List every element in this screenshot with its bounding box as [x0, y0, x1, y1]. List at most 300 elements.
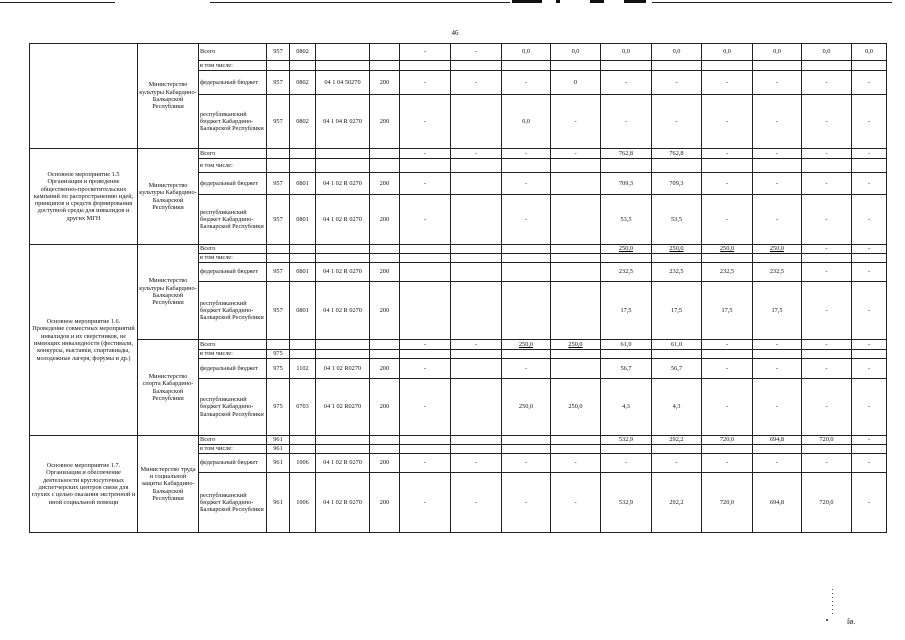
value-cell: - [753, 71, 802, 95]
value-cell: 720,0 [802, 436, 852, 445]
csr-code-cell: 04 1 02 R 0270 [316, 282, 370, 340]
responsible-executor-cell: Министерство культуры Кабардино-Балкарской Республики [138, 44, 199, 149]
value-cell [502, 445, 551, 454]
value-cell: - [451, 149, 502, 159]
grbs-code-cell [267, 149, 290, 159]
value-cell [852, 254, 887, 263]
value-cell [753, 61, 802, 71]
value-cell: - [802, 95, 852, 149]
value-cell: - [601, 71, 652, 95]
scan-top-line [210, 2, 510, 3]
csr-code-cell [316, 159, 370, 173]
value-cell: 720,0 [702, 473, 753, 533]
value-cell: - [400, 195, 451, 245]
vr-code-cell [370, 44, 400, 61]
value-cell: - [400, 340, 451, 350]
value-cell: 17,5 [652, 282, 702, 340]
value-cell [852, 445, 887, 454]
value-cell: - [802, 173, 852, 195]
value-cell: - [652, 95, 702, 149]
value-cell [702, 445, 753, 454]
grbs-code-cell: 975 [267, 359, 290, 379]
value-cell: 694,8 [753, 436, 802, 445]
value-cell: - [852, 282, 887, 340]
value-cell [652, 61, 702, 71]
value-cell [601, 445, 652, 454]
value-cell [702, 350, 753, 359]
value-cell: 61,0 [652, 340, 702, 350]
value-cell [601, 61, 652, 71]
value-cell [551, 245, 601, 254]
value-cell [502, 350, 551, 359]
csr-code-cell: 04 1 02 R0270 [316, 379, 370, 436]
value-cell: - [753, 195, 802, 245]
value-cell: - [400, 359, 451, 379]
value-cell: 0,0 [601, 44, 652, 61]
rzpr-code-cell [290, 350, 316, 359]
value-cell: 709,3 [652, 173, 702, 195]
value-cell [652, 445, 702, 454]
value-cell: 56,7 [601, 359, 652, 379]
value-cell: - [601, 95, 652, 149]
value-cell: - [551, 473, 601, 533]
value-cell: - [702, 95, 753, 149]
grbs-code-cell: 961 [267, 436, 290, 445]
rzpr-code-cell [290, 254, 316, 263]
csr-code-cell: 04 1 02 R0270 [316, 359, 370, 379]
value-cell [451, 350, 502, 359]
value-cell [652, 350, 702, 359]
value-cell: - [702, 379, 753, 436]
value-cell: - [852, 436, 887, 445]
value-cell: - [702, 359, 753, 379]
value-cell [551, 350, 601, 359]
value-cell: 532,9 [601, 436, 652, 445]
value-cell [502, 254, 551, 263]
vr-code-cell: 200 [370, 454, 400, 473]
vr-code-cell [370, 61, 400, 71]
value-cell [400, 159, 451, 173]
value-cell: 17,5 [702, 282, 753, 340]
value-cell [652, 254, 702, 263]
csr-code-cell [316, 445, 370, 454]
responsible-executor-cell: Министерство спорта Кабардино-Балкарской Республики [138, 340, 199, 436]
table-row [30, 149, 887, 159]
value-cell: - [451, 473, 502, 533]
value-cell: 762,8 [652, 149, 702, 159]
value-cell [852, 350, 887, 359]
rzpr-code-cell: 0802 [290, 71, 316, 95]
csr-code-cell: 04 1 02 R 0270 [316, 454, 370, 473]
value-cell: 292,2 [652, 436, 702, 445]
funding-source-cell: в том числе: [199, 254, 267, 263]
scan-top-mark [556, 0, 560, 3]
value-cell: 0,0 [502, 44, 551, 61]
value-cell [753, 159, 802, 173]
value-cell [551, 445, 601, 454]
value-cell [400, 263, 451, 282]
grbs-code-cell: 957 [267, 195, 290, 245]
value-cell: - [753, 340, 802, 350]
value-cell: - [551, 95, 601, 149]
value-cell: - [400, 454, 451, 473]
value-cell: - [702, 195, 753, 245]
value-cell: - [502, 149, 551, 159]
value-cell: - [753, 359, 802, 379]
value-cell: - [652, 454, 702, 473]
value-cell: - [502, 473, 551, 533]
value-cell: - [400, 95, 451, 149]
grbs-code-cell [267, 159, 290, 173]
funding-source-cell: Всего [199, 245, 267, 254]
value-cell [852, 159, 887, 173]
vr-code-cell: 200 [370, 173, 400, 195]
value-cell [451, 254, 502, 263]
value-cell [451, 245, 502, 254]
value-cell: 53,5 [652, 195, 702, 245]
value-cell: - [802, 454, 852, 473]
value-cell [753, 350, 802, 359]
measure-name-cell [30, 44, 138, 149]
value-cell: - [400, 44, 451, 61]
value-cell: - [702, 149, 753, 159]
csr-code-cell: 04 1 04 R 0270 [316, 95, 370, 149]
measure-name-cell: Основное мероприятие 1.7. Организация и обеспечение деятельности круглосуточных диспетчерских центров связи для глухих с целью оказания экстренной и иной социальной помощи [30, 436, 138, 533]
grbs-code-cell: 961 [267, 473, 290, 533]
rzpr-code-cell: 1006 [290, 473, 316, 533]
value-cell: - [852, 173, 887, 195]
value-cell: 250,0 [551, 340, 601, 350]
grbs-code-cell: 957 [267, 263, 290, 282]
value-cell: 4,3 [652, 379, 702, 436]
csr-code-cell: 04 1 02 R 0270 [316, 473, 370, 533]
scan-top-line [652, 2, 892, 3]
value-cell [551, 282, 601, 340]
value-cell: - [601, 454, 652, 473]
value-cell: - [802, 282, 852, 340]
value-cell: - [551, 149, 601, 159]
value-cell: - [852, 195, 887, 245]
value-cell: - [702, 71, 753, 95]
value-cell: - [753, 149, 802, 159]
rzpr-code-cell [290, 61, 316, 71]
value-cell: 17,5 [601, 282, 652, 340]
funding-source-cell: республиканский бюджет Кабардино-Балкарской Республики [199, 95, 267, 149]
value-cell: - [852, 473, 887, 533]
vr-code-cell: 200 [370, 359, 400, 379]
value-cell: 17,5 [753, 282, 802, 340]
vr-code-cell: 200 [370, 379, 400, 436]
value-cell: - [852, 245, 887, 254]
funding-source-cell: республиканский бюджет Кабардино-Балкарской Республики [199, 379, 267, 436]
value-cell [601, 350, 652, 359]
rzpr-code-cell: 1006 [290, 454, 316, 473]
value-cell: - [502, 173, 551, 195]
csr-code-cell: 04 1 02 R 0270 [316, 173, 370, 195]
value-cell [601, 159, 652, 173]
rzpr-code-cell [290, 149, 316, 159]
value-cell [400, 282, 451, 340]
value-cell [802, 445, 852, 454]
scan-top-mark [512, 0, 542, 3]
value-cell [551, 436, 601, 445]
funding-source-cell: Всего [199, 44, 267, 61]
value-cell: - [802, 263, 852, 282]
value-cell [652, 159, 702, 173]
value-cell: - [753, 173, 802, 195]
value-cell: - [852, 379, 887, 436]
value-cell: - [451, 44, 502, 61]
value-cell: 720,0 [702, 436, 753, 445]
funding-source-cell: Всего [199, 436, 267, 445]
value-cell [400, 445, 451, 454]
funding-source-cell: республиканский бюджет Кабардино-Балкарской Республики [199, 473, 267, 533]
grbs-code-cell [267, 340, 290, 350]
value-cell [753, 254, 802, 263]
budget-table [29, 43, 887, 533]
funding-source-cell: в том числе: [199, 445, 267, 454]
scan-top-line [0, 2, 115, 3]
value-cell [451, 263, 502, 282]
measure-name-cell: Основное мероприятие 1.5 Организация и проведение общественно-просветительских кампаний по распространению идей, принципов и средств формирования доступной среды для инвалидов и других МГН [30, 149, 138, 245]
value-cell [551, 254, 601, 263]
value-cell: 250,0 [753, 245, 802, 254]
value-cell [702, 159, 753, 173]
csr-code-cell [316, 61, 370, 71]
value-cell: - [753, 95, 802, 149]
funding-source-cell: в том числе: [199, 350, 267, 359]
vr-code-cell [370, 340, 400, 350]
value-cell [451, 282, 502, 340]
value-cell: 250,0 [702, 245, 753, 254]
value-cell [451, 159, 502, 173]
value-cell: 720,0 [802, 473, 852, 533]
value-cell: - [702, 454, 753, 473]
value-cell [551, 359, 601, 379]
responsible-executor-cell: Министерство культуры Кабардино-Балкарской Республики [138, 245, 199, 340]
value-cell: - [802, 379, 852, 436]
value-cell [852, 61, 887, 71]
value-cell: - [852, 359, 887, 379]
csr-code-cell [316, 44, 370, 61]
value-cell: 0 [551, 71, 601, 95]
value-cell [753, 445, 802, 454]
value-cell: - [852, 454, 887, 473]
value-cell [502, 245, 551, 254]
value-cell [451, 359, 502, 379]
value-cell: - [852, 149, 887, 159]
grbs-code-cell: 957 [267, 44, 290, 61]
value-cell [502, 436, 551, 445]
grbs-code-cell [267, 254, 290, 263]
csr-code-cell: 04 1 02 R 0270 [316, 263, 370, 282]
csr-code-cell: 04 1 02 R 0270 [316, 195, 370, 245]
csr-code-cell [316, 254, 370, 263]
grbs-code-cell: 961 [267, 454, 290, 473]
value-cell [502, 282, 551, 340]
csr-code-cell [316, 350, 370, 359]
value-cell: 61,0 [601, 340, 652, 350]
table-row [30, 340, 887, 350]
value-cell [451, 445, 502, 454]
value-cell: - [502, 454, 551, 473]
value-cell [702, 61, 753, 71]
rzpr-code-cell: 1102 [290, 359, 316, 379]
value-cell: 250,0 [502, 379, 551, 436]
value-cell: - [802, 245, 852, 254]
vr-code-cell: 200 [370, 282, 400, 340]
funding-source-cell: в том числе: [199, 159, 267, 173]
value-cell: - [802, 195, 852, 245]
value-cell: - [400, 379, 451, 436]
responsible-executor-cell: Министерство культуры Кабардино-Балкарской Республики [138, 149, 199, 245]
grbs-code-cell: 957 [267, 173, 290, 195]
value-cell [601, 254, 652, 263]
vr-code-cell [370, 245, 400, 254]
value-cell: 694,8 [753, 473, 802, 533]
value-cell: 250,0 [601, 245, 652, 254]
value-cell [802, 61, 852, 71]
value-cell: 53,5 [601, 195, 652, 245]
value-cell [802, 254, 852, 263]
funding-source-cell: республиканский бюджет Кабардино-Балкарской Республики [199, 195, 267, 245]
rzpr-code-cell: 0801 [290, 195, 316, 245]
table-row [30, 436, 887, 445]
value-cell [451, 173, 502, 195]
value-cell: - [802, 149, 852, 159]
value-cell [551, 61, 601, 71]
value-cell [400, 436, 451, 445]
vr-code-cell [370, 254, 400, 263]
value-cell [502, 263, 551, 282]
value-cell [551, 263, 601, 282]
value-cell: 232,5 [702, 263, 753, 282]
value-cell: 532,9 [601, 473, 652, 533]
grbs-code-cell: 957 [267, 71, 290, 95]
value-cell: - [400, 473, 451, 533]
value-cell [451, 195, 502, 245]
funding-source-cell: Всего [199, 149, 267, 159]
value-cell: - [502, 359, 551, 379]
value-cell: - [852, 95, 887, 149]
value-cell: - [702, 173, 753, 195]
value-cell: - [400, 149, 451, 159]
value-cell: 250,0 [551, 379, 601, 436]
value-cell: - [753, 379, 802, 436]
value-cell: 232,5 [601, 263, 652, 282]
value-cell [451, 95, 502, 149]
value-cell: - [852, 263, 887, 282]
vr-code-cell [370, 445, 400, 454]
vr-code-cell [370, 436, 400, 445]
value-cell [451, 379, 502, 436]
value-cell: 292,2 [652, 473, 702, 533]
grbs-code-cell [267, 61, 290, 71]
value-cell: 0,0 [802, 44, 852, 61]
value-cell [502, 61, 551, 71]
value-cell [400, 61, 451, 71]
value-cell: - [451, 340, 502, 350]
csr-code-cell [316, 149, 370, 159]
csr-code-cell: 04 1 04 50270 [316, 71, 370, 95]
value-cell: 0,0 [852, 44, 887, 61]
value-cell: 0,0 [753, 44, 802, 61]
value-cell: - [802, 359, 852, 379]
value-cell [802, 350, 852, 359]
value-cell: - [400, 173, 451, 195]
rzpr-code-cell [290, 340, 316, 350]
grbs-code-cell: 975 [267, 350, 290, 359]
scan-speckles [831, 586, 835, 626]
value-cell: - [451, 71, 502, 95]
value-cell [551, 159, 601, 173]
value-cell [451, 61, 502, 71]
rzpr-code-cell: 0802 [290, 95, 316, 149]
scan-dot [826, 619, 828, 621]
table-row [30, 44, 887, 61]
vr-code-cell: 200 [370, 473, 400, 533]
value-cell: 0,0 [551, 44, 601, 61]
vr-code-cell: 200 [370, 95, 400, 149]
rzpr-code-cell: 0703 [290, 379, 316, 436]
value-cell: 762,8 [601, 149, 652, 159]
grbs-code-cell: 961 [267, 445, 290, 454]
value-cell: 0,0 [502, 95, 551, 149]
value-cell [400, 245, 451, 254]
corner-mark: ſø. [847, 617, 856, 626]
rzpr-code-cell [290, 436, 316, 445]
csr-code-cell [316, 340, 370, 350]
value-cell: 56,7 [652, 359, 702, 379]
funding-source-cell: федеральный бюджет [199, 359, 267, 379]
rzpr-code-cell: 0802 [290, 44, 316, 61]
grbs-code-cell: 957 [267, 282, 290, 340]
value-cell: - [753, 454, 802, 473]
value-cell: 250,0 [502, 340, 551, 350]
value-cell: - [852, 340, 887, 350]
responsible-executor-cell: Министерство труда и социальной защиты Кабардино-Балкарской Республики [138, 436, 199, 533]
value-cell: 709,3 [601, 173, 652, 195]
value-cell [702, 254, 753, 263]
vr-code-cell [370, 350, 400, 359]
value-cell: - [551, 454, 601, 473]
value-cell: - [802, 71, 852, 95]
table-row [30, 245, 887, 254]
value-cell [551, 195, 601, 245]
value-cell: 232,5 [652, 263, 702, 282]
vr-code-cell: 200 [370, 71, 400, 95]
value-cell: - [852, 71, 887, 95]
value-cell: 4,3 [601, 379, 652, 436]
rzpr-code-cell: 0801 [290, 173, 316, 195]
scan-top-mark [624, 0, 646, 3]
vr-code-cell: 200 [370, 195, 400, 245]
measure-name-cell: Основное мероприятие 1.6. Проведение совместных мероприятий инвалидов и их сверстников, не имеющих инвалидности (фестивали, конкурсы, выставки, спартакиады, молодежные лагеря, форумы и др.) [30, 245, 138, 436]
value-cell: 250,0 [652, 245, 702, 254]
grbs-code-cell [267, 245, 290, 254]
value-cell [400, 350, 451, 359]
rzpr-code-cell: 0801 [290, 282, 316, 340]
value-cell: - [400, 71, 451, 95]
value-cell: 232,5 [753, 263, 802, 282]
value-cell [451, 436, 502, 445]
rzpr-code-cell [290, 159, 316, 173]
value-cell [400, 254, 451, 263]
scan-top-mark [590, 0, 604, 3]
value-cell: 0,0 [702, 44, 753, 61]
rzpr-code-cell [290, 445, 316, 454]
funding-source-cell: федеральный бюджет [199, 71, 267, 95]
